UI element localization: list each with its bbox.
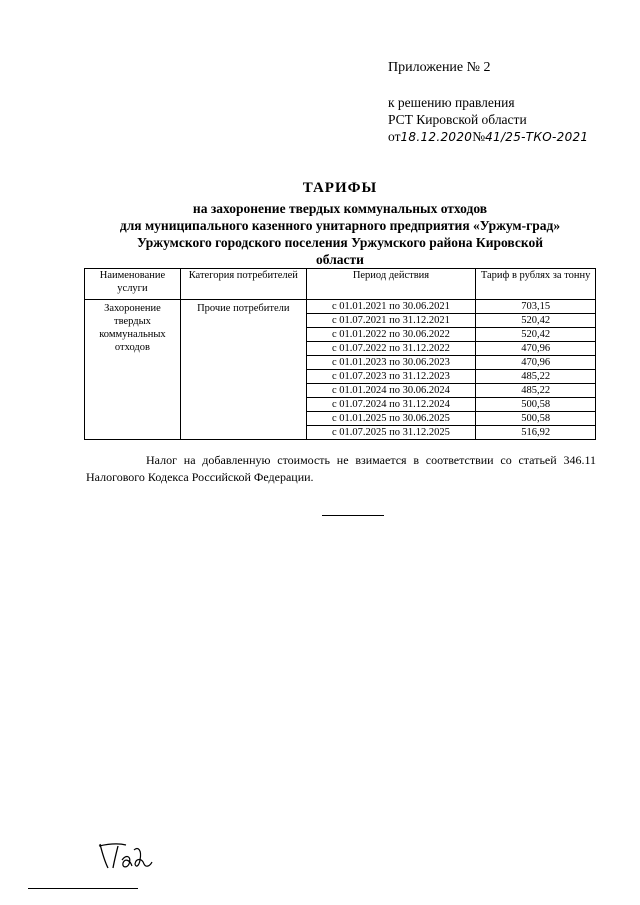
title-line-1: на захоронение твердых коммунальных отходов xyxy=(192,201,488,216)
period-cell: с 01.01.2025 по 30.06.2025 xyxy=(306,412,476,426)
tariff-cell: 520,42 xyxy=(476,328,596,342)
title-line-3: Уржумского городского поселения Уржумского района Кировской xyxy=(137,235,543,250)
tariff-cell: 470,96 xyxy=(476,356,596,370)
tariffs-table xyxy=(84,268,596,440)
decision-number: 41/25-ТКО-2021 xyxy=(485,130,589,144)
decision-number-sign: № xyxy=(472,129,486,144)
tariff-cell: 703,15 xyxy=(476,300,596,314)
footer-rule xyxy=(28,888,138,889)
table-header-row xyxy=(85,269,596,300)
tariff-cell: 500,58 xyxy=(476,398,596,412)
table-row xyxy=(85,300,596,314)
header-tariff: Тариф в рублях за тонну xyxy=(476,269,596,300)
tariff-cell: 520,42 xyxy=(476,314,596,328)
tariff-cell: 470,96 xyxy=(476,342,596,356)
decision-date: 18.12.2020 xyxy=(400,130,473,144)
period-cell: с 01.01.2022 по 30.06.2022 xyxy=(306,328,476,342)
tariff-cell: 500,58 xyxy=(476,412,596,426)
header-service: Наименование услуги xyxy=(85,269,181,300)
decision-reference xyxy=(388,94,588,146)
divider-line xyxy=(322,515,384,516)
decision-line-2: РСТ Кировской области xyxy=(388,112,527,127)
period-cell: с 01.01.2024 по 30.06.2024 xyxy=(306,384,476,398)
vat-note: Налог на добавленную стоимость не взимается в соответствии со статьей 346.11 Налогового Кодекса Российской Федерации. xyxy=(86,453,596,484)
period-cell: с 01.01.2021 по 30.06.2021 xyxy=(306,300,476,314)
tariff-cell: 485,22 xyxy=(476,370,596,384)
decision-prefix: от xyxy=(388,129,401,144)
category-cell: Прочие потребители xyxy=(180,300,306,440)
tariff-cell: 485,22 xyxy=(476,384,596,398)
period-cell: с 01.07.2023 по 31.12.2023 xyxy=(306,370,476,384)
document-title xyxy=(80,180,600,268)
period-cell: с 01.07.2025 по 31.12.2025 xyxy=(306,426,476,440)
period-cell: с 01.07.2021 по 31.12.2021 xyxy=(306,314,476,328)
title-heading: ТАРИФЫ xyxy=(302,180,378,196)
signature-mark xyxy=(96,838,156,872)
period-cell: с 01.07.2024 по 31.12.2024 xyxy=(306,398,476,412)
title-line-4: области xyxy=(316,252,364,267)
appendix-label: Приложение № 2 xyxy=(388,60,491,75)
decision-line-1: к решению правления xyxy=(388,95,515,110)
service-cell: Захоронение твердых коммунальных отходов xyxy=(85,300,181,440)
period-cell: с 01.01.2023 по 30.06.2023 xyxy=(306,356,476,370)
tariff-cell: 516,92 xyxy=(476,426,596,440)
decision-line-3 xyxy=(388,128,588,146)
header-category: Категория потребителей xyxy=(180,269,306,300)
period-cell: с 01.07.2022 по 31.12.2022 xyxy=(306,342,476,356)
title-line-2: для муниципального казенного унитарного предприятия «Уржум-град» xyxy=(119,218,561,233)
header-period: Период действия xyxy=(306,269,476,300)
